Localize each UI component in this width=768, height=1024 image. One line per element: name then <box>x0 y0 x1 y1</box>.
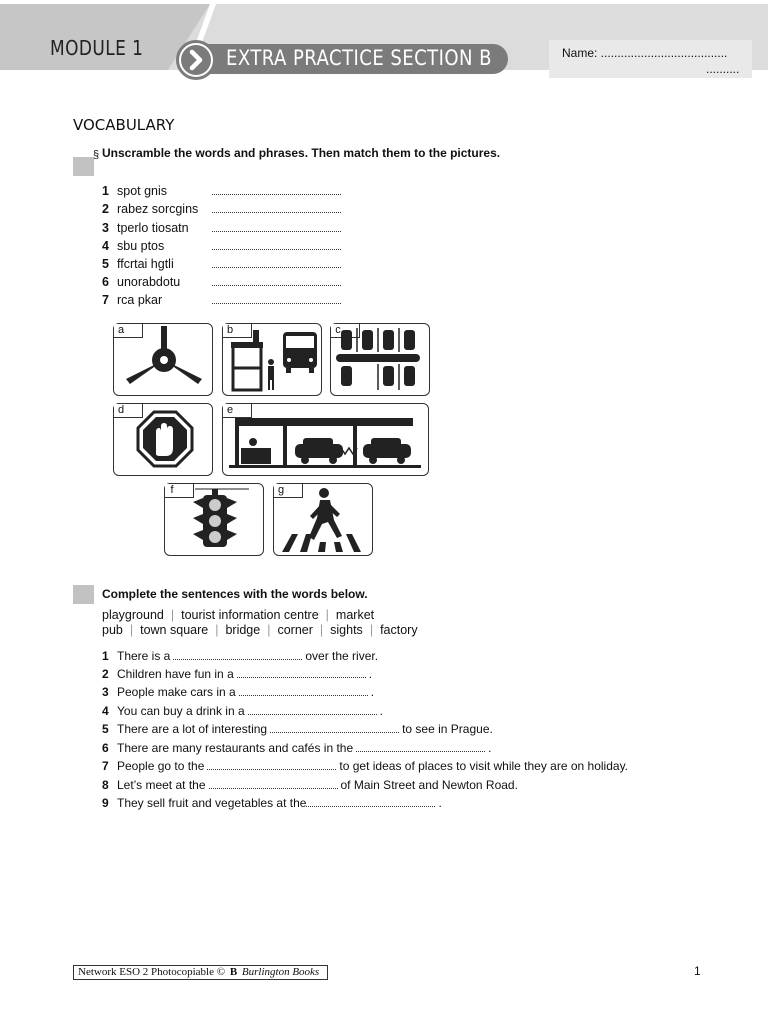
exercise-2-marker <box>73 585 94 604</box>
answer-blank[interactable] <box>212 211 341 213</box>
answer-blank[interactable] <box>173 649 302 660</box>
word-bank-item: market <box>335 608 375 622</box>
word-bank-item: playground <box>102 608 164 622</box>
word-bank-item: corner <box>277 623 313 637</box>
picture-letter: e <box>223 404 238 418</box>
answer-blank[interactable] <box>212 248 341 250</box>
picture-letter: f <box>165 484 180 498</box>
bus-stop-icon <box>223 324 323 397</box>
answer-blank[interactable] <box>212 284 341 286</box>
answer-blank[interactable] <box>248 704 377 715</box>
word-bank-item: factory <box>380 623 418 637</box>
answer-blank[interactable] <box>207 759 336 770</box>
traffic-light-icon <box>165 484 265 557</box>
footer-copyright: Network ESO 2 Photocopiable © B Burlington Books <box>73 965 328 980</box>
answer-blank[interactable] <box>212 193 341 195</box>
name-field-label: Name: ...................................... <box>562 46 728 60</box>
picture-b <box>222 323 322 396</box>
answer-blank[interactable] <box>212 266 341 268</box>
answer-blank[interactable] <box>306 796 435 807</box>
page-number: 1 <box>694 964 701 978</box>
vocabulary-heading: VOCABULARY <box>73 116 175 134</box>
word-bank-item: tourist information centre <box>181 608 319 622</box>
answer-blank[interactable] <box>212 230 341 232</box>
answer-blank[interactable] <box>239 685 368 696</box>
picture-f <box>164 483 264 556</box>
picture-letter: a <box>114 324 129 338</box>
exercise-1-symbol: § <box>93 149 100 161</box>
name-field-continuation: .......... <box>706 62 740 76</box>
module-title: MODULE 1 <box>50 36 144 60</box>
chevron-right-icon <box>181 45 211 75</box>
word-bank-item: sights <box>330 623 363 637</box>
word-bank-item: pub <box>102 623 123 637</box>
picture-d <box>113 403 213 476</box>
word-bank-item: bridge <box>225 623 261 637</box>
exercise-1-marker <box>73 157 94 176</box>
picture-letter: c <box>331 324 346 338</box>
picture-letter: d <box>114 404 129 418</box>
exercise-2-instruction: Complete the sentences with the words below. <box>102 587 368 601</box>
answer-blank[interactable] <box>270 722 399 733</box>
roundabout-icon <box>114 324 214 397</box>
answer-blank[interactable] <box>356 741 485 752</box>
publisher-name: Burlington Books <box>241 966 320 978</box>
car-park-icon <box>331 324 431 397</box>
answer-blank[interactable] <box>209 778 338 789</box>
word-bank-row-2: pub | town square | bridge | corner | sights | factory <box>102 623 418 637</box>
stop-sign-icon <box>114 404 214 477</box>
publisher-logo: B <box>229 966 238 978</box>
zebra-crossing-icon <box>274 484 374 557</box>
picture-e <box>222 403 429 476</box>
word-bank-item: town square <box>140 623 209 637</box>
picture-g <box>273 483 373 556</box>
picture-c <box>330 323 430 396</box>
section-title: EXTRA PRACTICE SECTION B <box>226 46 492 70</box>
word-bank-row-1: playground | tourist information centre | market <box>102 608 375 622</box>
picture-letter: b <box>223 324 238 338</box>
answer-blank[interactable] <box>237 667 366 678</box>
answer-blank[interactable] <box>212 302 341 304</box>
petrol-station-icon <box>223 404 430 477</box>
picture-a <box>113 323 213 396</box>
exercise-1-instruction: Unscramble the words and phrases. Then match them to the pictures. <box>102 146 501 160</box>
picture-letter: g <box>274 484 289 498</box>
